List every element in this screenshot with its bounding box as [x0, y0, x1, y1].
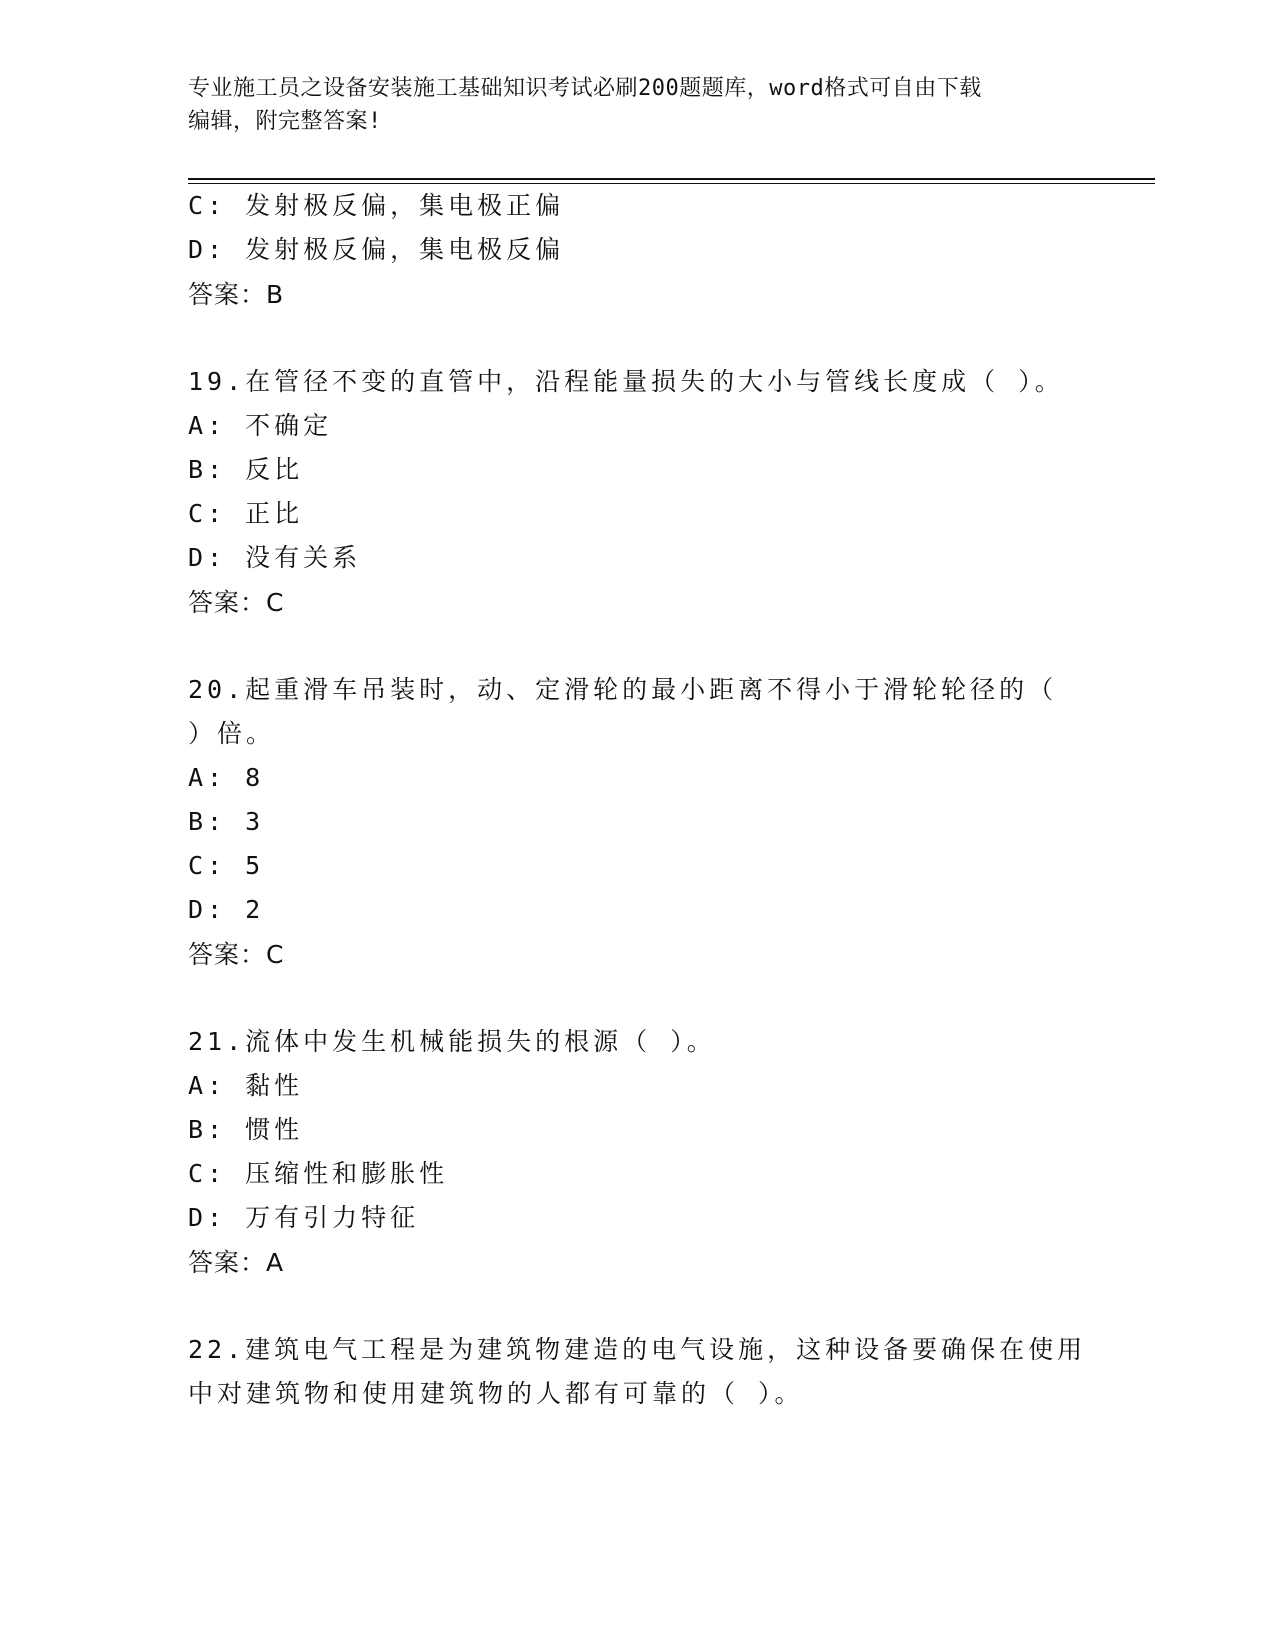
q21-option-d: D: 万有引力特征: [188, 1203, 420, 1232]
q19-stem: 19.在管径不变的直管中，沿程能量损失的大小与管线长度成（ ）。: [188, 367, 1064, 396]
q22-stem-line1: 22.建筑电气工程是为建筑物建造的电气设施，这种设备要确保在使用: [188, 1335, 1087, 1364]
q18-answer: 答案：B: [188, 280, 285, 309]
q20-option-a: A: 8: [188, 763, 265, 792]
header-divider: [188, 178, 1155, 184]
header-title-line2: 编辑，附完整答案!: [188, 109, 382, 134]
q21-option-b: B: 惯性: [188, 1115, 304, 1144]
q20-option-b: B: 3: [188, 807, 265, 836]
q21-answer: 答案：A: [188, 1248, 285, 1277]
q19-option-a: A: 不确定: [188, 411, 333, 440]
page-header: [188, 72, 1068, 138]
q19-answer: 答案：C: [188, 588, 285, 617]
q20-option-d: D: 2: [188, 895, 265, 924]
q19-option-c: C: 正比: [188, 499, 304, 528]
q20-stem-line1: 20.起重滑车吊装时，动、定滑轮的最小距离不得小于滑轮轮径的（: [188, 675, 1058, 704]
q21-option-c: C: 压缩性和膨胀性: [188, 1159, 449, 1188]
q20-answer: 答案：C: [188, 940, 285, 969]
q19-option-b: B: 反比: [188, 455, 304, 484]
q20-option-c: C: 5: [188, 851, 265, 880]
q20-stem-line2: ）倍。: [188, 719, 276, 748]
q22-stem-line2: 中对建筑物和使用建筑物的人都有可靠的（ ）。: [188, 1379, 804, 1408]
q18-option-d: D: 发射极反偏，集电极反偏: [188, 235, 565, 264]
q19-option-d: D: 没有关系: [188, 543, 362, 572]
q21-stem: 21.流体中发生机械能损失的根源（ ）。: [188, 1027, 716, 1056]
q18-option-c: C: 发射极反偏，集电极正偏: [188, 191, 565, 220]
header-title-line1: 专业施工员之设备安装施工基础知识考试必刷200题题库，word格式可自由下载: [188, 76, 982, 101]
q21-option-a: A: 黏性: [188, 1071, 304, 1100]
